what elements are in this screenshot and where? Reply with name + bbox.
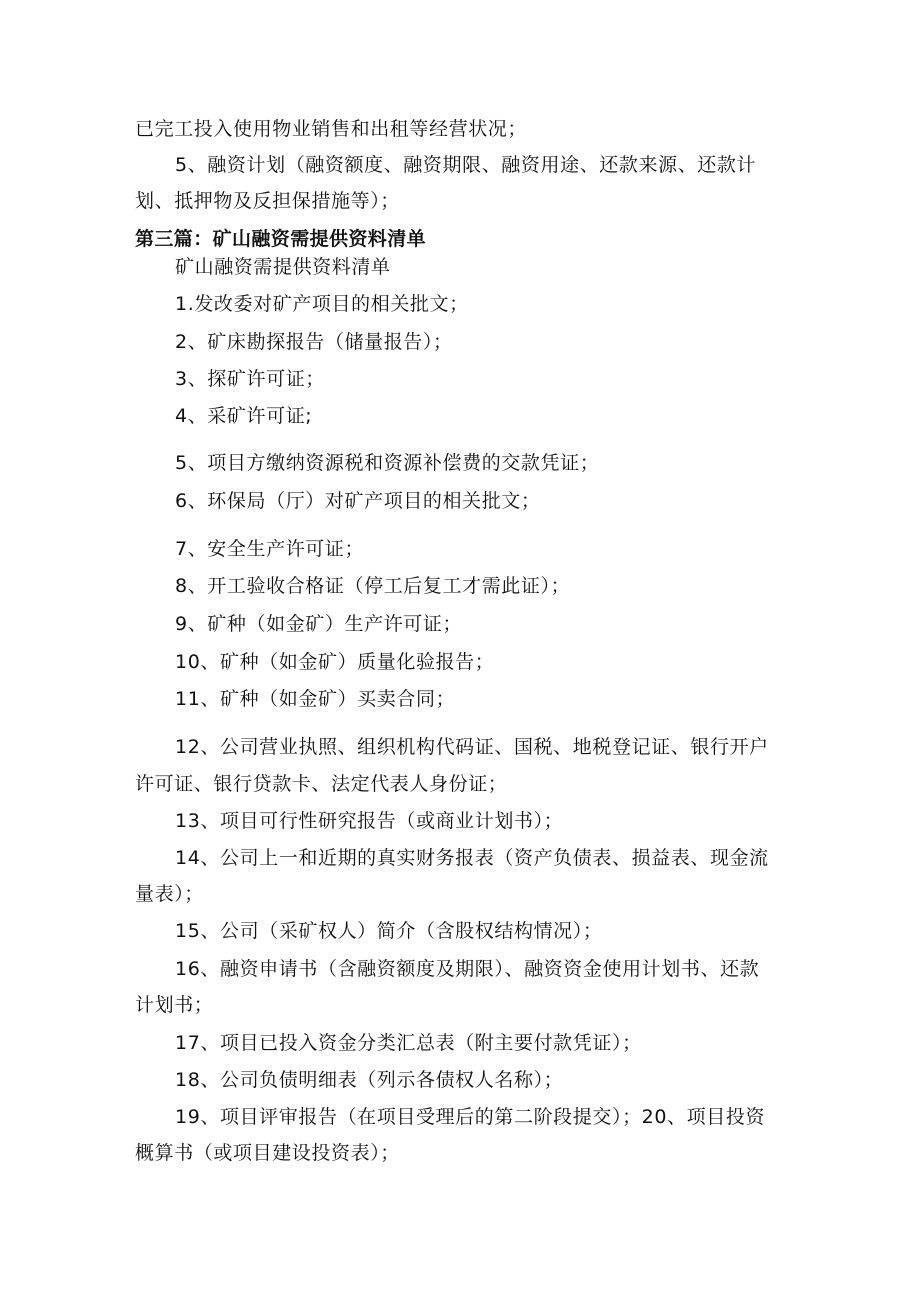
section-heading: 第三篇：矿山融资需提供资料清单 [135, 228, 427, 250]
list-item: 14、公司上一和近期的真实财务报表（资产负债表、损益表、现金流 [175, 847, 769, 869]
list-item: 7、安全生产许可证； [175, 538, 365, 560]
list-item: 10、矿种（如金矿）质量化验报告； [175, 651, 495, 673]
list-item: 15、公司（采矿权人）简介（含股权结构情况）； [175, 920, 603, 942]
list-item: 17、项目已投入资金分类汇总表（附主要付款凭证）； [175, 1032, 642, 1054]
list-item: 2、矿床勘探报告（储量报告）； [175, 331, 453, 353]
list-item: 1.发改委对矿产项目的相关批文； [175, 293, 469, 315]
list-item: 11、矿种（如金矿）买卖合同； [175, 688, 456, 710]
list-item: 5、项目方缴纳资源税和资源补偿费的交款凭证； [175, 452, 600, 474]
list-item: 13、项目可行性研究报告（或商业计划书）； [175, 810, 564, 832]
text-line: 5、融资计划（融资额度、融资期限、融资用途、还款来源、还款计 [175, 154, 757, 176]
text-line: 已完工投入使用物业销售和出租等经营状况； [135, 118, 528, 140]
list-item-continuation: 计划书； [135, 994, 214, 1016]
text-line: 划、抵押物及反担保措施等）； [135, 190, 400, 212]
list-item: 3、探矿许可证； [175, 368, 325, 390]
list-item: 18、公司负债明细表（列示各债权人名称）； [175, 1069, 564, 1091]
list-item: 12、公司营业执照、组织机构代码证、国税、地税登记证、银行开户 [175, 736, 769, 758]
list-item: 8、开工验收合格证（停工后复工才需此证）； [175, 575, 571, 597]
list-item: 9、矿种（如金矿）生产许可证； [175, 613, 463, 635]
list-item: 19、项目评审报告（在项目受理后的第二阶段提交）；20、项目投资 [175, 1106, 766, 1128]
list-item-continuation: 概算书（或项目建设投资表）； [135, 1142, 400, 1164]
list-item: 6、环保局（厅）对矿产项目的相关批文； [175, 490, 541, 512]
list-item-continuation: 量表）； [135, 883, 204, 905]
list-title: 矿山融资需提供资料清单 [175, 256, 391, 278]
list-item: 16、融资申请书（含融资额度及期限）、融资资金使用计划书、还款 [175, 958, 760, 980]
list-item-continuation: 许可证、银行贷款卡、法定代表人身份证； [135, 773, 508, 795]
list-item: 4、采矿许可证; [175, 405, 313, 427]
